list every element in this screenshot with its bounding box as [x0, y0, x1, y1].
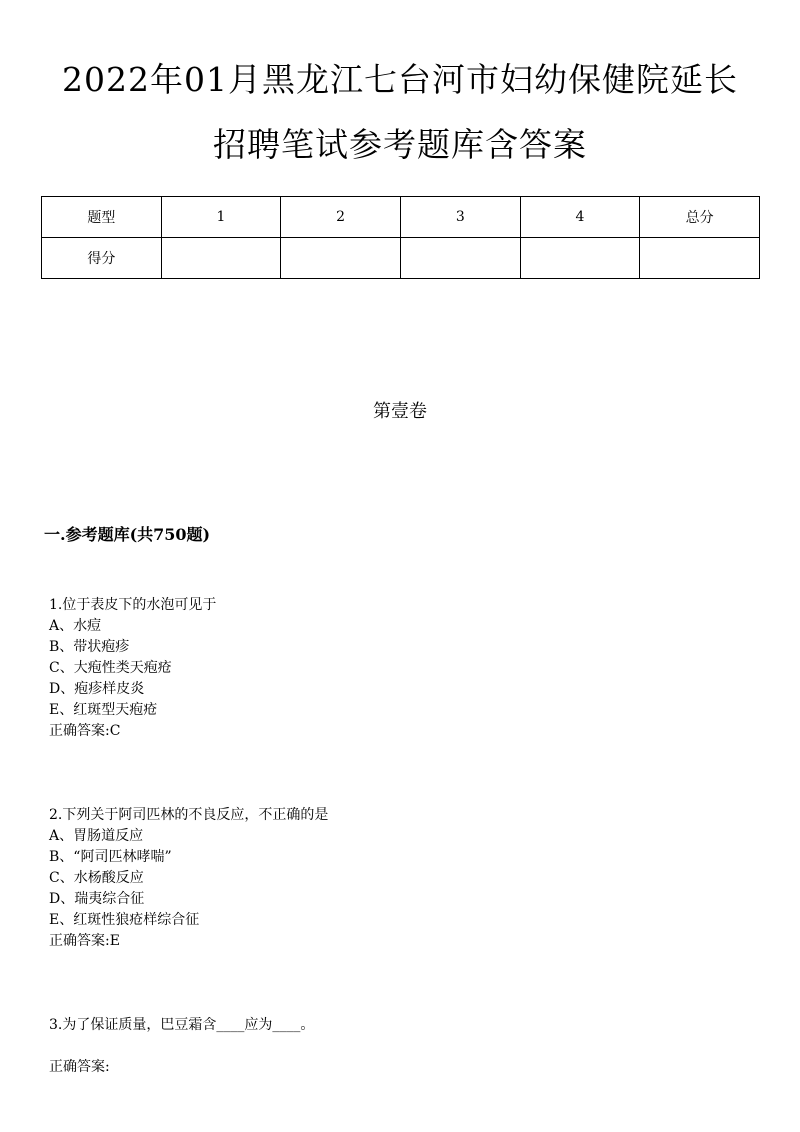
- document-title-line-2: 招聘笔试参考题库含答案: [213, 125, 587, 164]
- option-b: B、带状疱疹: [49, 639, 130, 655]
- header-cell-4: 4: [520, 197, 640, 238]
- question-stem: 3.为了保证质量，巴豆霜含____应为____。: [49, 1017, 315, 1033]
- question-3: [49, 1015, 314, 1078]
- score-cell-total: [640, 238, 760, 279]
- answer: 正确答案:C: [49, 723, 121, 739]
- option-c: C、大疱性类天疱疮: [49, 660, 172, 676]
- answer: 正确答案:E: [49, 933, 120, 949]
- spacer: [49, 1036, 314, 1057]
- score-cell-3: [400, 238, 520, 279]
- header-cell-total: 总分: [640, 197, 760, 238]
- score-cell-1: [161, 238, 281, 279]
- option-d: D、瑞夷综合征: [49, 891, 145, 907]
- option-e: E、红斑性狼疮样综合征: [49, 912, 200, 928]
- header-cell-2: 2: [281, 197, 401, 238]
- option-a: A、水痘: [49, 618, 102, 634]
- score-table-score-row: [42, 238, 760, 279]
- option-d: D、疱疹样皮炎: [49, 681, 145, 697]
- question-stem: 2.下列关于阿司匹林的不良反应，不正确的是: [49, 807, 329, 823]
- header-cell-1: 1: [161, 197, 281, 238]
- option-c: C、水杨酸反应: [49, 870, 144, 886]
- score-row-label: 得分: [42, 238, 162, 279]
- option-e: E、红斑型天疱疮: [49, 702, 158, 718]
- question-2: [49, 805, 328, 952]
- option-b: B、“阿司匹林哮喘”: [49, 849, 172, 865]
- header-cell-type: 题型: [42, 197, 162, 238]
- score-table: [41, 196, 760, 279]
- score-table-header-row: [42, 197, 760, 238]
- document-title-line-1: 2022年01月黑龙江七台河市妇幼保健院延长: [62, 60, 738, 99]
- part-heading: 一.参考题库(共750题): [44, 525, 211, 544]
- score-cell-4: [520, 238, 640, 279]
- question-1: [49, 595, 216, 742]
- section-title: 第壹卷: [373, 401, 427, 422]
- question-stem: 1.位于表皮下的水泡可见于: [49, 597, 217, 613]
- score-cell-2: [281, 238, 401, 279]
- option-a: A、胃肠道反应: [49, 828, 144, 844]
- answer: 正确答案:: [49, 1059, 110, 1075]
- header-cell-3: 3: [400, 197, 520, 238]
